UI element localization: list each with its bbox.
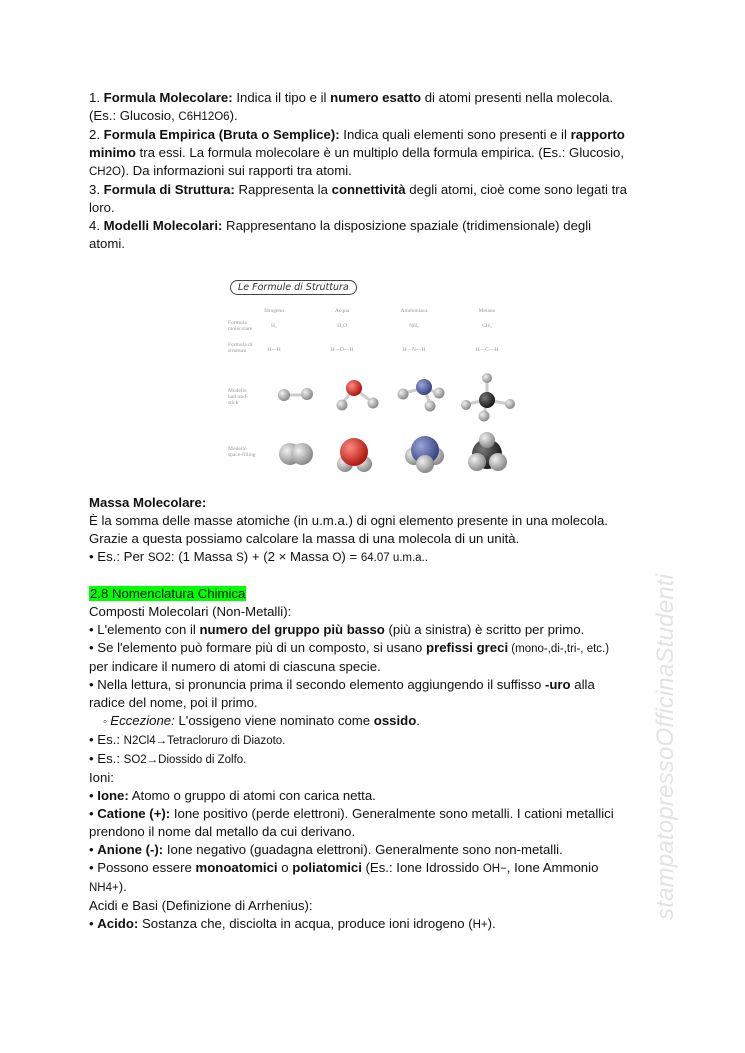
emphasis: monoatomici [195, 860, 278, 875]
text: Rappresentano la disposizione spaziale (tridimensionale) degli [222, 218, 592, 233]
figure-column-header: Ammoniaca [400, 308, 428, 314]
document-body-lower [89, 494, 659, 934]
formula: OH− [482, 863, 507, 875]
term: Anione (-): [97, 842, 164, 857]
figure-column-header: Idrogeno [264, 308, 284, 314]
example-line [89, 731, 659, 750]
bullet-item [89, 676, 659, 694]
formula: C6H12O6 [178, 111, 230, 123]
paragraph-line: È la somma delle masse atomiche (in u.m.a.) di ogni elemento presente in una molecola. [89, 513, 608, 528]
definition-2 [89, 126, 659, 144]
term: Formula di Struttura: [103, 182, 235, 197]
text: ). [118, 879, 127, 894]
sub-bullet-exception [89, 712, 659, 731]
text: o [277, 860, 293, 875]
bullet-item [89, 639, 659, 658]
figure-column-header: Acqua [334, 308, 350, 314]
text: • Se l'elemento può formare più di un composto, si usano [89, 640, 427, 655]
example-line [89, 750, 659, 769]
text: di atomi presenti nella molecola. [421, 90, 614, 105]
text: ). [487, 916, 496, 931]
text: degli atomi, cioè come sono legati tra [405, 182, 627, 197]
molecule-models-icon [222, 276, 522, 476]
bullet-item [89, 915, 659, 934]
definition-1 [89, 89, 659, 107]
bullet-continuation: radice del nome, poi il primo. [89, 695, 258, 710]
list-number: 1. [89, 90, 100, 105]
paragraph-line: Grazie a questa possiamo calcolare la massa di una molecola di un unità. [89, 531, 520, 546]
subheading: Acidi e Basi (Definizione di Arrhenius): [89, 898, 313, 913]
text: : (1 Massa [170, 549, 237, 564]
emphasis: minimo [89, 145, 136, 160]
text: • L'elemento con il [89, 622, 200, 637]
example-line [89, 548, 659, 567]
term: Formula Molecolare: [103, 90, 233, 105]
document-body [89, 89, 659, 253]
structure-value: H—N—H [402, 347, 426, 353]
bullet-icon: • [89, 788, 98, 803]
structure-value: H—C—H [475, 347, 499, 353]
emphasis: poliatomici [292, 860, 362, 875]
bullet-item [89, 859, 659, 878]
definition-4 [89, 217, 659, 235]
figure-title: Le Formule di Struttura [230, 280, 357, 295]
list-number: 3. [89, 182, 100, 197]
emphasis: numero del gruppo più basso [199, 622, 385, 637]
structural-formulas-figure [222, 276, 522, 476]
bullet-item [89, 805, 659, 823]
bullet-icon: • [89, 806, 98, 821]
formula-value: H₂O [337, 323, 347, 329]
term: Acido: [97, 916, 139, 931]
text: L'ossigeno viene nominato come [174, 713, 374, 728]
definition-4-line2: atomi. [89, 236, 125, 251]
emphasis: prefissi greci [426, 640, 509, 655]
list-number: 4. [89, 218, 100, 233]
formula: CH2O [89, 166, 121, 178]
text: Ione negativo (guadagna elettroni). Generalmente sono non-metalli. [163, 842, 563, 857]
emphasis: numero esatto [330, 90, 422, 105]
figure-column-header: Metano [478, 308, 496, 314]
bullet-item [89, 621, 659, 639]
text: , Ione Ammonio [506, 860, 599, 875]
formula: S [236, 552, 244, 564]
list-number: 2. [89, 127, 100, 142]
text: Ione positivo (perde elettroni). Generalmente sono metalli. I cationi metallici [170, 806, 614, 821]
formula: NH4+ [89, 882, 119, 894]
text: • Possono essere [89, 860, 196, 875]
definition-3-line2: loro. [89, 200, 115, 215]
term: Ione: [97, 788, 129, 803]
formula-value: CH₄ [482, 323, 492, 329]
watermark: stampatopressoOfficinaStudenti [652, 573, 679, 920]
heading: Massa Molecolare: [89, 495, 207, 510]
figure-row-label: Modello ball-and-stick [228, 388, 248, 406]
figure-row-label: Formula di struttura [228, 342, 253, 354]
text: Indica il tipo e il [232, 90, 331, 105]
highlighted-heading: 2.8 Nomenclatura Chimica [90, 586, 246, 601]
term: Modelli Molecolari: [103, 218, 223, 233]
emphasis: connettività [331, 182, 406, 197]
bullet-item [89, 787, 659, 805]
text: (Es.: Ione Idrossido [361, 860, 483, 875]
emphasis: -uro [544, 677, 571, 692]
subheading: Composti Molecolari (Non-Metalli): [89, 604, 292, 619]
emphasis-italic: Eccezione: [110, 713, 175, 728]
text: ) = [341, 549, 361, 564]
term: Formula Empirica (Bruta o Semplice): [103, 127, 340, 142]
text: • Es.: Per [89, 549, 148, 564]
text: Atomo o gruppo di atomi con carica netta. [128, 788, 376, 803]
subheading: Ioni: [89, 770, 114, 785]
bullet-continuation: per indicare il numero di atomi di ciascuna specie. [89, 659, 381, 674]
bullet-icon: • [89, 916, 98, 931]
text: alla [570, 677, 595, 692]
text: (Es.: Glucosio, [89, 108, 179, 123]
figure-row-label: Formula molecolare [228, 320, 253, 332]
formula: H+ [472, 919, 488, 931]
text: Rappresenta la [234, 182, 332, 197]
text: • Nella lettura, si pronuncia prima il secondo elemento aggiungendo il suffisso [89, 677, 545, 692]
emphasis: ossido [373, 713, 417, 728]
section-heading-nomenclatura [89, 585, 659, 603]
formula-value: NH₃ [409, 323, 419, 329]
text: (mono-,di-,tri-, etc.) [508, 643, 610, 655]
emphasis: rapporto [570, 127, 625, 142]
text: ). Da informazioni sui rapporti tra atomi. [120, 163, 352, 178]
definition-3 [89, 181, 659, 199]
definition-1-example [89, 107, 659, 126]
definition-2-line2 [89, 144, 659, 162]
text: (più a sinistra) è scritto per primo. [384, 622, 585, 637]
text: • Es.: [89, 732, 124, 747]
text: Sostanza che, disciolta in acqua, produce ioni idrogeno ( [138, 916, 473, 931]
definition-2-line3 [89, 162, 659, 181]
formula-value: H₂ [271, 323, 277, 329]
bullet-continuation: prendono il nome dal metallo da cui derivano. [89, 824, 356, 839]
bullet-item [89, 841, 659, 859]
term: Catione (+): [97, 806, 171, 821]
formula: SO2 [147, 552, 171, 564]
structure-value: H—O—H [330, 347, 354, 353]
sub-bullet-icon: ◦ [103, 716, 111, 728]
text: SO2→Diossido di Zolfo. [123, 754, 247, 766]
figure-row-label: Modello space-filling [228, 446, 256, 458]
section-heading-massa [89, 494, 659, 512]
text: ) + (2 × Massa [243, 549, 333, 564]
text: N2Cl4→Tetracloruro di Diazoto. [123, 735, 286, 747]
text: . [416, 713, 420, 728]
text: • Es.: [89, 751, 124, 766]
text: tra essi. La formula molecolare è un multiplo della formula empirica. (Es.: Glucosio, [135, 145, 625, 160]
formula: O [332, 552, 342, 564]
bullet-icon: • [89, 842, 98, 857]
text: ). [229, 108, 238, 123]
bullet-continuation [89, 878, 659, 897]
structure-value: H—H [267, 347, 281, 353]
value: 64.07 u.m.a.. [360, 552, 428, 564]
text: Indica quali elementi sono presenti e il [339, 127, 571, 142]
